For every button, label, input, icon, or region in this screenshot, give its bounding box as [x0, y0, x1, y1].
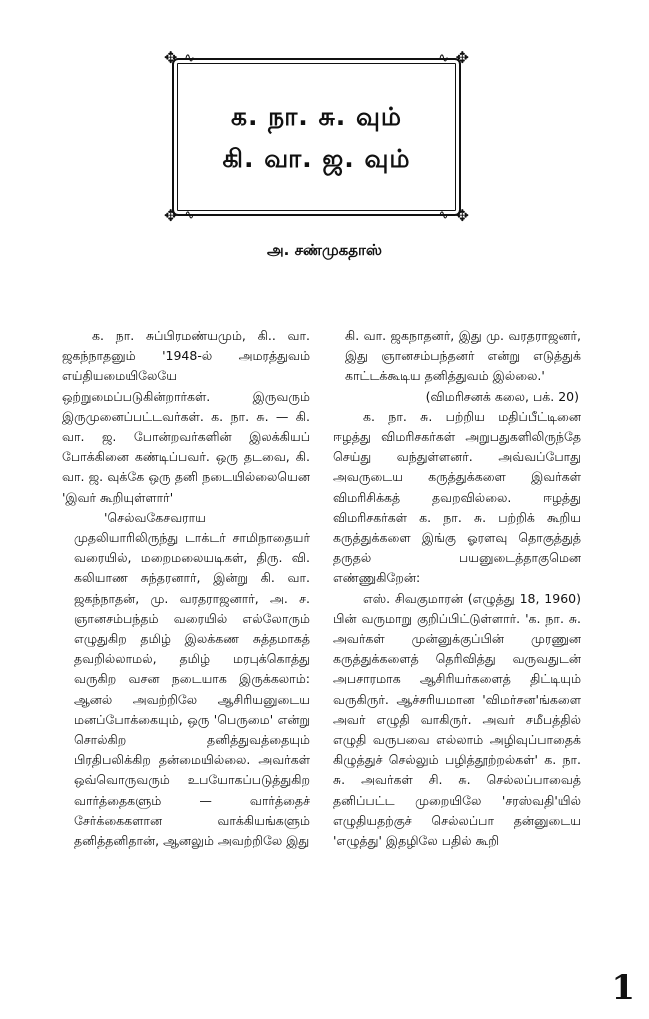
paragraph: க. நா. சுப்பிரமண்யமும், கி.. வா. ஜகந்நாதனும் '1948-ல் அமரத்துவம் எய்தியமையிலேயே ஒற்றுமைப்படுகின்றார்கள். இருவரும் இருமுனைப்பட்டவர்கள். க. நா. சு. — கி. வா. ஜ. போன்றவர்களின் இலக்கியப் போக்கினை கண்டிப்பவர். ஒரு தடவை, கி. வா. ஜ. வுக்கே ஒரு தனி நடையில்லையென 'இவர் கூறியுள்ளார்' [62, 328, 310, 505]
left-column [62, 326, 310, 851]
title-frame [164, 48, 469, 225]
corner-ornament-icon: ✥ [455, 206, 469, 225]
paragraph: எஸ். சிவகுமாரன் (எழுத்து 18, 1960) பின் வருமாறு குறிப்பிட்டுள்ளார். 'க. நா. சு. அவர்கள் முன்னுக்குப்பின் முரணுன கருத்துக்களைத் தெரிவித்து வருவதுடன் அபசாரமாக ஆசிரியர்களைத் திட்டியும் வருகிருர். ஆச்சரியமான 'விமர்சன'ங்களை அவர் எழுதி வாகிருர். அவர் சமீபத்தில் எழுதி வருபவை எல்லாம் அழிவுப்பாதைக் கிழுத்துச் செல்லும் பழித்தூற்றல்கள்' க. நா. சு. அவர்கள் சி. சு. செல்லப்பாவைத் தனிப்பட்ட முறையிலே 'சரஸ்வதி'யில் எழுதியதற்குச் செல்லப்பா தன்னுடைய 'எழுத்து' இதழிலே பதில் கூறி [333, 590, 581, 849]
corner-ornament-icon: ✥ [164, 48, 178, 67]
corner-ornament-icon: ✥ [455, 48, 469, 67]
author-name: அ. சண்முகதாஸ் [267, 241, 382, 259]
scroll-ornament-icon: ∿ [438, 208, 449, 223]
paragraph: க. நா. சு. பற்றிய மதிப்பீட்டினை ஈழத்து விமரிசகர்கள் அறுபதுகளிலிருந்தே செய்து வந்துள்ளனர். அவ்வப்போது அவருடைய கருத்துக்களை இவர்கள் விமரிசிக்கத் தவறவில்லை. ஈழத்து விமரிசகர்கள் க. நா. சு. பற்றிக் கூறிய கருத்துக்களை இங்கு ஓரளவு தொகுத்துத் தருதல் பயனுடைத்தாகுமென எண்ணுகிறேன்: [333, 408, 581, 586]
page-number: 1 [611, 968, 635, 1008]
title-line-2: கி. வா. ஜ. வும் [222, 144, 411, 173]
scroll-ornament-icon: ∿ [438, 51, 449, 66]
right-column [333, 326, 581, 851]
corner-ornament-icon: ✥ [164, 206, 178, 225]
scroll-ornament-icon: ∿ [184, 208, 195, 223]
title-line-1: க. நா. சு. வும் [230, 102, 403, 131]
block-quote: 'செல்வகேசவராய முதலியாரிலிருந்து டாக்டர் சாமிநாதையர் வரையில், மறைமலையடிகள், திரு. வி. கலியாண சுந்தரனார், இன்று கி. வா. ஜகந்நாதன், மு. வரதராஜனார், அ. ச. ஞானசம்பந்தம் வரையில் எல்லோரும் எழுதுகிற தமிழ் இலக்கண சுத்தமாகத் தவறில்லாமல், தமிழ் மரபுக்கொத்து வருகிற வசன நடையாக இருக்கலாம்: ஆனல் அவற்றிலே ஆசிரியனுடைய மனப்போக்கையும், ஒரு 'பெருமை' என்று சொல்கிற தனித்துவத்தையும் பிரதிபலிக்கிற தன்மையில்லை. அவர்கள் ஒவ்வொருவரும் உபயோகப்படுத்துகிற வார்த்தைகளும் — வார்த்தைச் சேர்க்கைகளான வாக்கியங்களும் தனித்தனிதான், ஆனலும் அவற்றிலே இது [74, 509, 310, 849]
citation: (விமரிசனக் கலை, பக். 20) [425, 388, 579, 404]
scroll-ornament-icon: ∿ [184, 51, 195, 66]
block-quote-continuation: கி. வா. ஜகநாதனர், இது மு. வரதராஜனர், இது ஞானசம்பந்தனர் என்று எடுத்துக் காட்டக்கூடிய தனித்துவம் இல்லை.' [345, 328, 581, 384]
